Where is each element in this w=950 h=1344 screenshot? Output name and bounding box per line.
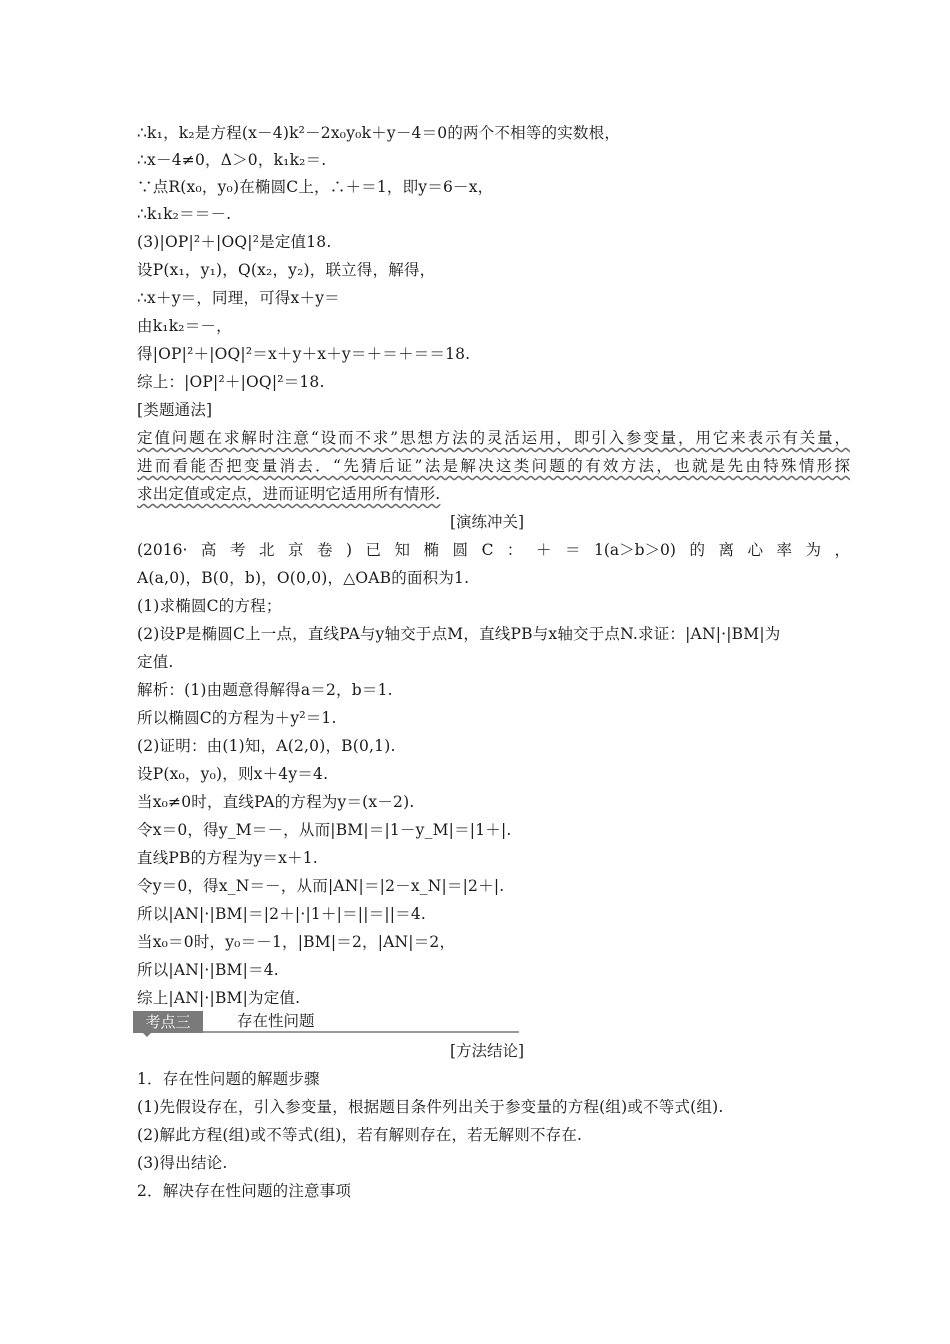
solution-line: ∴k₁k₂＝＝－. <box>137 205 232 223</box>
solution-line: 由k₁k₂＝－， <box>137 317 232 335</box>
conclusion-line: 2．解决存在性问题的注意事项 <box>137 1182 352 1200</box>
problem-line: 所以|AN|·|BM|＝|2＋|·|1＋|＝||＝||＝4. <box>137 905 427 923</box>
method-text-line: 求出定值或定点，进而证明它适用所有情形. <box>137 485 441 503</box>
problem-line: 令y＝0，得x_N＝－，从而|AN|＝|2－x_N|＝|2＋|. <box>137 877 505 895</box>
solution-line: (3)|OP|²＋|OQ|²是定值18. <box>137 233 332 251</box>
solution-line: 设P(x₁，y₁)，Q(x₂，y₂)，联立得，解得， <box>137 261 436 279</box>
conclusion-label: [方法结论] <box>450 1042 525 1060</box>
method-text-line: 进而看能否把变量消去．“先猜后证”法是解决这类问题的有效方法，也就是先由特殊情形探 <box>137 457 850 475</box>
solution-line: 得|OP|²＋|OQ|²＝x＋y＋x＋y＝＋＝＋＝＝18. <box>137 345 471 363</box>
problem-line: 所以椭圆C的方程为＋y²＝1. <box>137 709 337 727</box>
section-tick-icon <box>143 1033 151 1037</box>
section-rule <box>203 1031 519 1033</box>
practice-label: [演练冲关] <box>450 513 525 531</box>
problem-line: 令x＝0，得y_M＝－，从而|BM|＝|1－y_M|＝|1＋|. <box>137 821 512 839</box>
solution-line: ∴x－4≠0，Δ＞0，k₁k₂＝. <box>137 151 327 169</box>
solution-line: ∴x＋y＝，同理，可得x＋y＝ <box>137 289 340 307</box>
section-title: 存在性问题 <box>237 1012 315 1030</box>
problem-line: (2)证明：由(1)知，A(2,0)，B(0,1). <box>137 737 396 755</box>
section-header <box>133 1011 519 1033</box>
conclusion-line: (2)解此方程(组)或不等式(组)，若有解则存在，若无解则不存在. <box>137 1126 583 1144</box>
method-label: [类题通法] <box>137 401 213 419</box>
solution-line: ∴k₁，k₂是方程(x－4)k²－2x₀y₀k＋y－4＝0的两个不相等的实数根， <box>137 124 621 142</box>
problem-line: 所以|AN|·|BM|＝4. <box>137 961 279 979</box>
problem-line: 直线PB的方程为y＝x＋1. <box>137 849 318 867</box>
problem-line: 解析：(1)由题意得解得a＝2，b＝1. <box>137 681 393 699</box>
section-tag: 考点三 <box>133 1011 203 1033</box>
problem-line: (1)求椭圆C的方程； <box>137 597 282 615</box>
problem-statement-line: (2016·高考北京卷)已知椭圆C：＋＝1(a＞b＞0)的离心率为， <box>137 541 850 559</box>
conclusion-line: (3)得出结论. <box>137 1154 228 1172</box>
problem-line: (2)设P是椭圆C上一点，直线PA与y轴交于点M，直线PB与x轴交于点N.求证：|AN|·|BM|为 <box>137 625 781 643</box>
problem-line: 综上|AN|·|BM|为定值. <box>137 989 301 1007</box>
solution-line: 综上：|OP|²＋|OQ|²＝18. <box>137 373 325 391</box>
problem-line: 设P(x₀，y₀)，则x＋4y＝4. <box>137 765 329 783</box>
problem-line: 当x₀≠0时，直线PA的方程为y＝(x－2). <box>137 793 415 811</box>
solution-line: ∵点R(x₀，y₀)在椭圆C上，∴＋＝1，即y＝6－x， <box>137 178 494 196</box>
problem-line: A(a,0)，B(0，b)，O(0,0)，△OAB的面积为1. <box>137 569 470 587</box>
method-text-line: 定值问题在求解时注意“设而不求”思想方法的灵活运用，即引入参变量，用它来表示有关量， <box>137 429 850 447</box>
conclusion-line: 1．存在性问题的解题步骤 <box>137 1070 320 1088</box>
problem-line: 当x₀＝0时，y₀＝－1，|BM|＝2，|AN|＝2， <box>137 933 456 951</box>
conclusion-line: (1)先假设存在，引入参变量，根据题目条件列出关于参变量的方程(组)或不等式(组). <box>137 1098 724 1116</box>
problem-line: 定值. <box>137 653 174 671</box>
